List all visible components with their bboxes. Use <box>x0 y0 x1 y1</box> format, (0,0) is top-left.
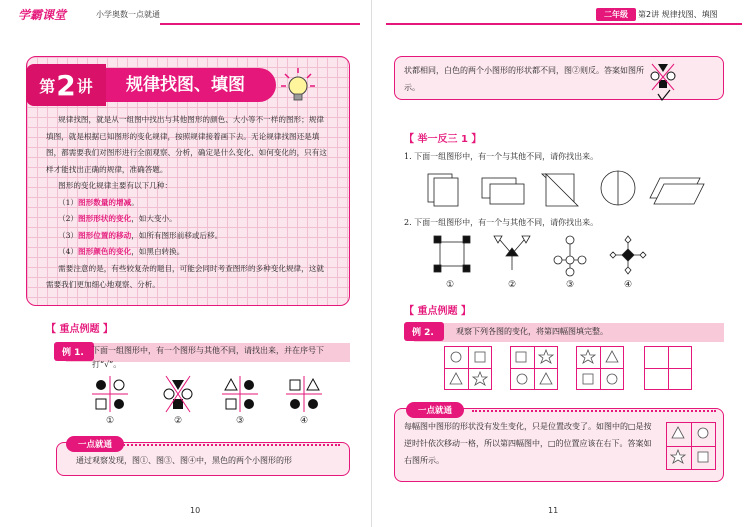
rule-item: （2）图形形状的变化，如大变小。 <box>58 214 177 223</box>
practice-title: 【 举一反三 1 】 <box>404 134 482 145</box>
right-page: 二年级 第2讲 规律找图、填图 状都相同，白色的两个小图形的形状都不同，图②则反。答案如图所示。 【 举一反三 1 】 1. 下面一组图形中，有一个与其他不同，请你找出来。 2. 下面一组图形中，有一个与其他不同，请你找出来。 ① ② ③ ④ 【 重点例题 】 例 2. 观察下列各图的变化，将第四幅图填完整。 一点就通 每幅图中图形的形状没有发生变化，只是位置改变了。如图中的□是按逆时针依次移动一格，所以第四幅图中，□的位置应该在右下。答案如右图所示。 11 <box>376 0 750 527</box>
lesson-number: 2 <box>56 68 76 102</box>
question-2: 2. 下面一组图形中，有一个与其他不同，请你找出来。 <box>404 218 599 227</box>
page-number: 11 <box>548 506 559 515</box>
figure-2 <box>160 376 196 412</box>
answer-shapes <box>666 422 716 470</box>
question-2-figures <box>432 234 722 278</box>
answer-figure <box>650 62 676 102</box>
lesson-number-badge: 第 2 讲 <box>26 64 106 106</box>
tip-text-continued: 状都相同，白色的两个小图形的形状都不同，图②则反。答案如图所示。 <box>404 66 644 92</box>
tip-text: 每幅图中图形的形状没有发生变化，只是位置改变了。如图中的□是按逆时针依次移动一格，所以第四幅图中，□的位置应该在右下。答案如右图所示。 <box>404 422 652 465</box>
left-page: 学霸课堂 小学奥数一点就通 第 2 讲 规律找图、填图 规律找图，就是从一组图中找出与其他图形的颜色、大小等不一样的图形；规律填图，就是根据已知图形的变化规律，按照规律接着画下去。无论规律找图还是填图，都需要我们对图形进行全面观察、分析，确定是什么变化、如何变化的，只有这样才能找出正确的规律，准确答题。 图形的变化规律主要有以下几种： （1）图形数量的增减。 （2）图形形状的变化，如大变小。 （3）图形位置的移动，如所有图形前移或后移。 （4）图形颜色的变化，如黑白转换。 需要注意的是，有些较复杂的题目，可能会同时考查图形的多种变化规律，这就需要我们更加细心地观察、分析。 【 重点例题 】 例 1. 下面一组图形中，有一个图形与其他不同，请找出来，并在序号下打“√”。 ① ② ③ ④ 一点就通 通过观察发现，图①、图③、图④中，黑色的两个小图形的形 10 <box>0 0 372 527</box>
example-tag: 例 1. <box>54 342 94 361</box>
tip-tag: 一点就通 <box>66 436 124 452</box>
intro-paragraph: 图形的变化规律主要有以下几种： <box>58 181 173 190</box>
rule-item: （4）图形颜色的变化，如黑白转换。 <box>58 247 185 256</box>
tip-tag: 一点就通 <box>406 402 464 418</box>
pattern-shapes <box>444 346 692 390</box>
intro-paragraph: 规律找图，就是从一组图中找出与其他图形的颜色、大小等不一样的图形；规律填图，就是根据已知图形的变化规律，按照规律接着画下去。无论规律找图还是填图，都需要我们对图形进行全面观察、分析，确定是什么变化、如何变化的，只有这样才能找出正确的规律，准确答题。 <box>46 115 327 174</box>
tip-divider <box>472 410 716 412</box>
section-title: 【 重点例题 】 <box>404 306 471 317</box>
tip-divider <box>120 444 340 446</box>
example-text: 观察下列各图的变化，将第四幅图填完整。 <box>456 327 608 336</box>
question-1-figures <box>424 170 724 206</box>
example-text: 下面一组图形中，有一个图形与其他不同，请找出来，并在序号下打“√”。 <box>92 346 324 369</box>
example-tag: 例 2. <box>404 322 444 341</box>
lesson-intro <box>46 112 328 294</box>
lesson-title: 规律找图、填图 <box>106 68 276 102</box>
rule-item: （3）图形位置的移动，如所有图形前移或后移。 <box>58 230 223 240</box>
tip-text: 通过观察发现，图①、图③、图④中，黑色的两个小图形的形 <box>76 456 292 465</box>
grade-badge: 二年级 <box>596 8 636 21</box>
chapter-title: 第2讲 规律找图、填图 <box>638 10 718 19</box>
brand-logo: 学霸课堂 <box>18 8 67 22</box>
light-bulb-icon <box>278 66 318 106</box>
question-1: 1. 下面一组图形中，有一个与其他不同，请你找出来。 <box>404 152 599 161</box>
section-title: 【 重点例题 】 <box>46 324 113 335</box>
header-rule <box>386 23 742 25</box>
figure-1 <box>92 376 128 412</box>
page-number: 10 <box>190 506 201 515</box>
figure-3 <box>222 376 258 412</box>
figure-4 <box>286 376 322 412</box>
intro-paragraph: 需要注意的是，有些较复杂的题目，可能会同时考查图形的多种变化规律，这就需要我们更加细心地观察、分析。 <box>46 263 324 289</box>
header-rule <box>160 23 360 25</box>
lesson-header <box>26 64 326 106</box>
series-title: 小学奥数一点就通 <box>96 10 160 19</box>
rule-item: （1）图形数量的增减。 <box>58 197 139 207</box>
